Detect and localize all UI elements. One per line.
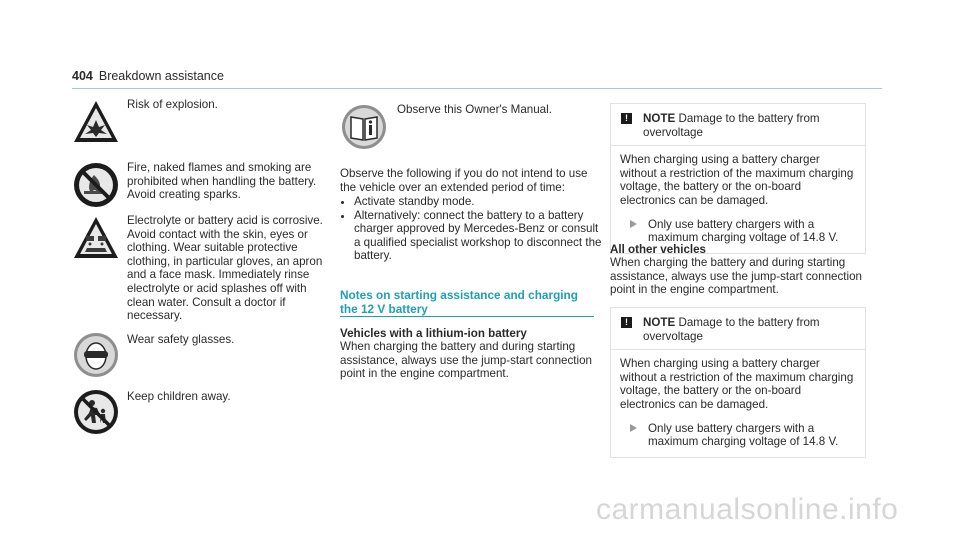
- keep-children-text: Keep children away.: [127, 390, 231, 403]
- manual-note-text: Observe this Owner's Manual.: [397, 103, 552, 116]
- note-box-2: [610, 307, 866, 458]
- owners-manual-icon: [340, 103, 388, 151]
- note-title: Damage to the battery from overvoltage: [643, 316, 820, 343]
- note-text: When charging using a battery charger without a restriction of the maximum charging voltage, the battery or the on-board electronics can be damaged.: [620, 153, 854, 207]
- keep-children-away-icon: [72, 388, 120, 436]
- list-item: • Alternatively: connect the battery to a battery charger approved by Mercedes-Benz or consult a qualified specialist workshop to disconnect the battery.: [354, 209, 606, 263]
- note-header: [611, 308, 865, 350]
- action-arrow-icon: [630, 220, 637, 228]
- note-action-text: Only use battery chargers with a maximum charging voltage of 14.8 V.: [648, 421, 839, 449]
- risk-explosion-text: Risk of explosion.: [127, 98, 218, 111]
- note-title: Damage to the battery from overvoltage: [643, 112, 820, 139]
- note-action-text: Only use battery chargers with a maximum charging voltage of 14.8 V.: [648, 217, 839, 245]
- no-fire-icon: [72, 161, 120, 209]
- other-vehicles-text: When charging the battery and during starting assistance, always use the jump-start connection point in the engine compartment.: [610, 256, 862, 297]
- note-header: [611, 104, 865, 146]
- exclamation-icon: !: [621, 113, 632, 124]
- watermark: carmanualsonline.info: [596, 493, 899, 526]
- page-header: [72, 70, 224, 84]
- section-heading-rule: [340, 316, 594, 317]
- lithium-subheading: Vehicles with a lithium-ion battery: [340, 327, 527, 340]
- note-text: When charging using a battery charger without a restriction of the maximum charging voltage, the battery or the on-board electronics can be damaged.: [620, 357, 854, 411]
- header-rule: [72, 88, 882, 89]
- action-arrow-icon: [630, 424, 637, 432]
- safety-glasses-icon: [72, 331, 120, 379]
- no-fire-text: Fire, naked flames and smoking are prohibited when handling the battery. Avoid creating sparks.: [127, 161, 317, 202]
- storage-bullets: [340, 195, 606, 263]
- note-body: [611, 146, 865, 253]
- page-number: 404: [72, 69, 93, 83]
- lithium-text: When charging the battery and during starting assistance, always use the jump-start connection point in the engine compartment.: [340, 340, 592, 381]
- corrosive-text: Electrolyte or battery acid is corrosive. Avoid contact with the skin, eyes or clothing. Wear suitable protective clothing, in particular gloves, an apron and a face mask. Immediately rinse electrolyte or acid splashes off with clean water. Consult a doctor if necessary.: [127, 214, 323, 323]
- section-title: Breakdown assistance: [98, 69, 224, 83]
- note-body: [611, 350, 865, 457]
- storage-intro: Observe the following if you do not intend to use the vehicle over an extended period of time:: [340, 167, 588, 194]
- explosion-warning-icon: [72, 98, 120, 146]
- note-action: [620, 422, 857, 449]
- note-action: [620, 218, 857, 245]
- corrosive-warning-icon: [72, 214, 120, 262]
- note-label: NOTE: [643, 112, 676, 125]
- safety-glasses-text: Wear safety glasses.: [127, 333, 235, 346]
- other-vehicles-heading: All other vehicles: [610, 243, 707, 256]
- note-box-1: [610, 103, 866, 254]
- exclamation-icon: !: [621, 317, 632, 328]
- note-label: NOTE: [643, 316, 676, 329]
- list-item: • Activate standby mode.: [354, 195, 606, 209]
- section-heading: Notes on starting assistance and charging the 12 V battery: [340, 288, 578, 316]
